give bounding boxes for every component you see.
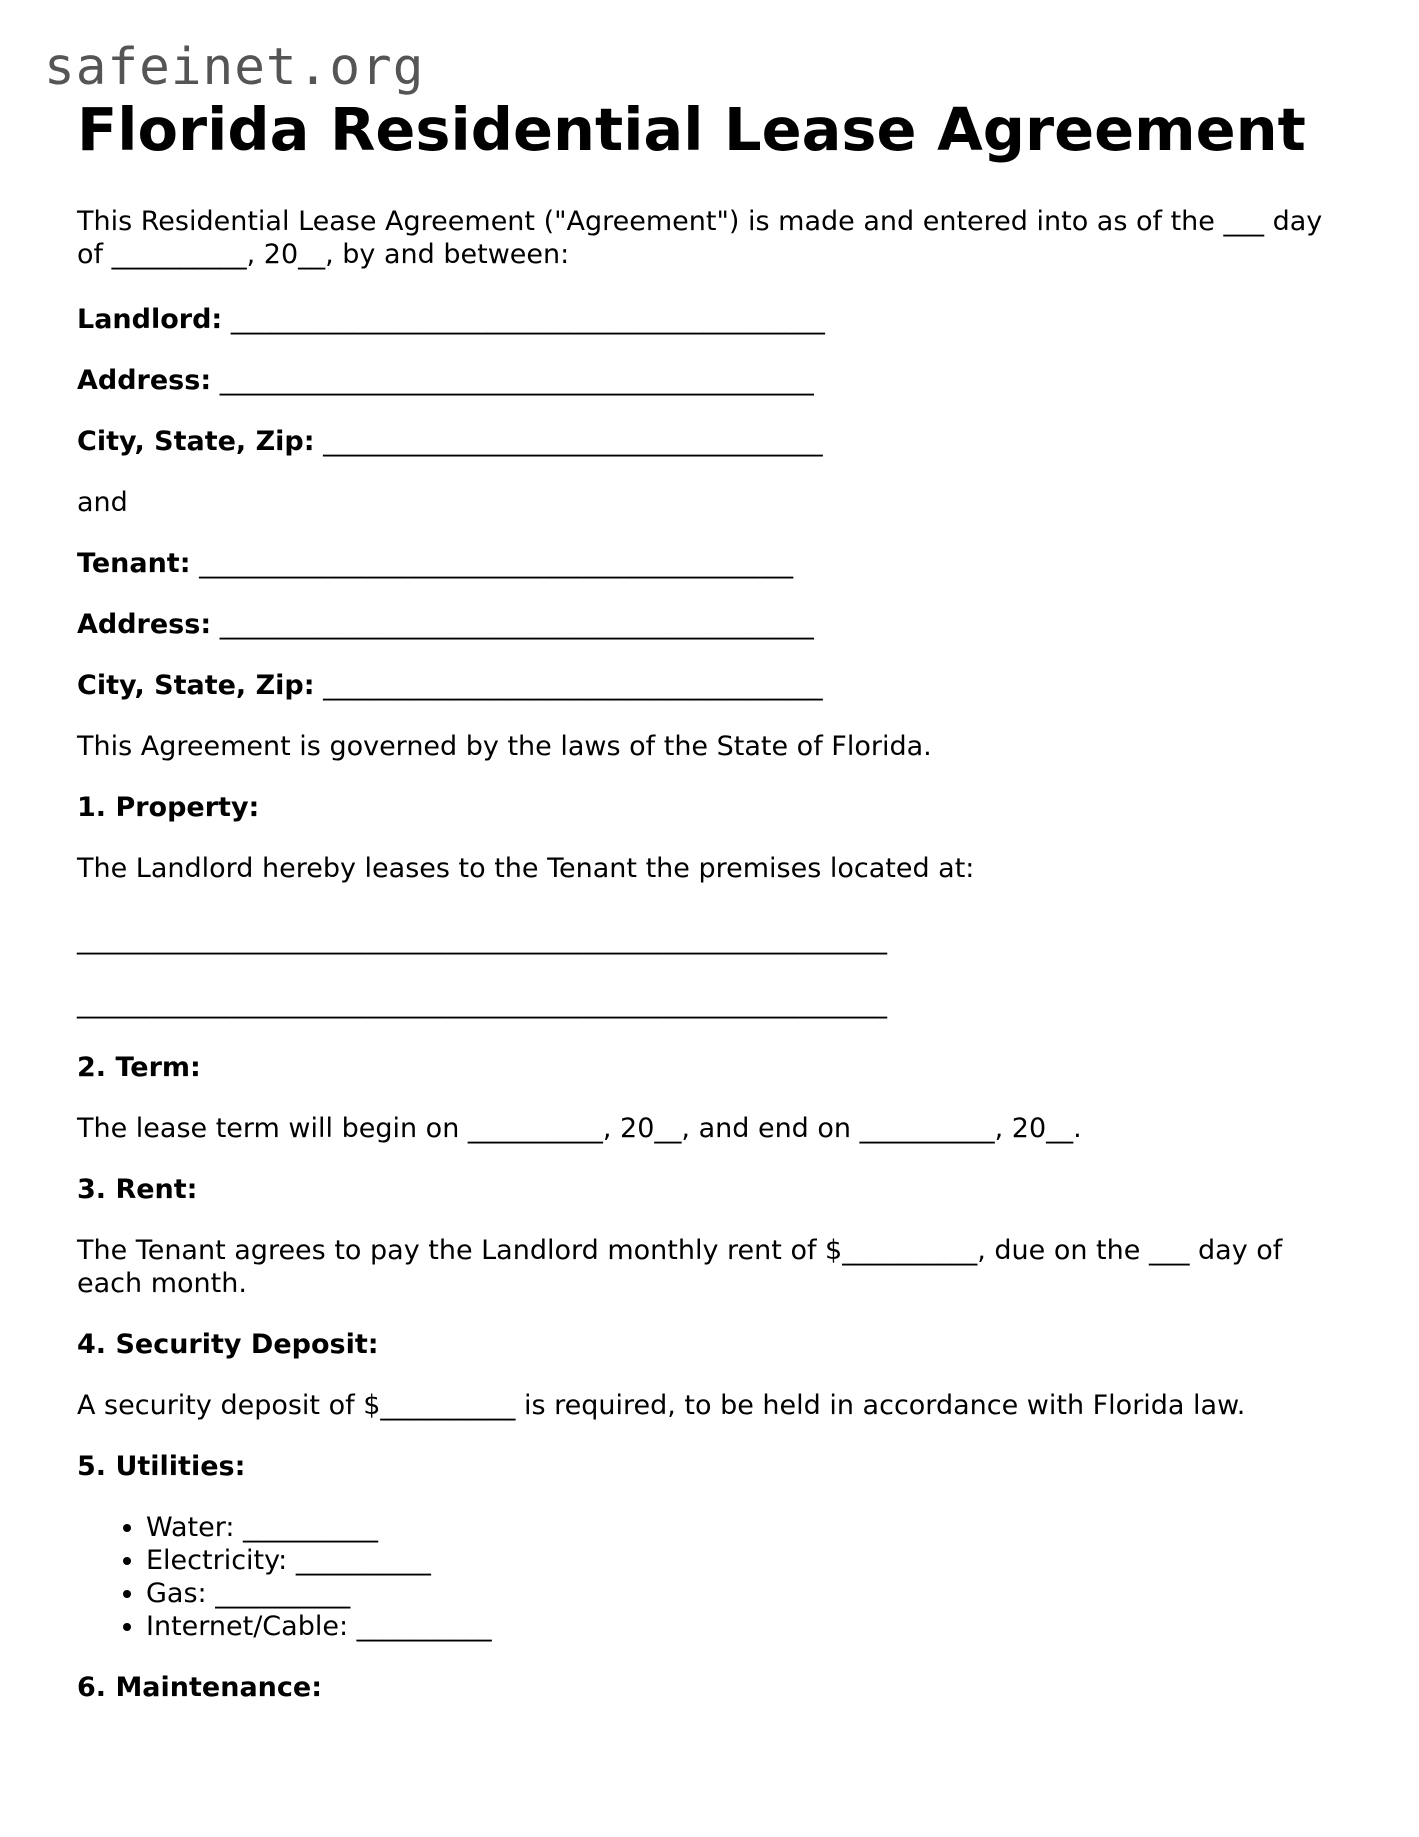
watermark: safeinet.org [44,38,425,97]
landlord-city-blank: _____________________________________ [323,426,823,457]
landlord-address-line [77,364,1327,397]
tenant-city-label: City, State, Zip: [77,670,315,701]
rent-heading: 3. Rent: [77,1174,198,1205]
landlord-city-label: City, State, Zip: [77,426,315,457]
property-blank-line-2: ____________________________________________________________ [77,988,887,1019]
deposit-heading: 4. Security Deposit: [77,1329,379,1360]
tenant-city-line [77,669,1327,702]
tenant-address-label: Address: [77,609,212,640]
governing-law-text: This Agreement is governed by the laws of the State of Florida. [77,731,932,762]
term-heading: 2. Term: [77,1052,201,1083]
landlord-label: Landlord: [77,304,223,335]
deposit-text: A security deposit of $__________ is required, to be held in accordance with Florida law. [77,1390,1246,1421]
tenant-name-line [77,547,1327,580]
tenant-label: Tenant: [77,548,191,579]
page-title: Florida Residential Lease Agreement [77,95,1306,164]
utilities-heading: 5. Utilities: [77,1451,246,1482]
landlord-name-line [77,303,1327,336]
landlord-address-label: Address: [77,365,212,396]
term-text: The lease term will begin on __________, 20__, and end on __________, 20__. [77,1113,1082,1144]
document-body [77,205,1327,1732]
property-blank-line-1: ____________________________________________________________ [77,924,887,955]
tenant-city-blank: _____________________________________ [323,670,823,701]
tenant-address-line [77,608,1327,641]
utility-item-gas: • Gas: __________ [146,1577,1327,1610]
landlord-city-line [77,425,1327,458]
maintenance-heading: 6. Maintenance: [77,1672,323,1703]
landlord-address-blank: ____________________________________________ [219,365,814,396]
tenant-name-blank: ____________________________________________ [199,548,794,579]
utility-item-internet: • Internet/Cable: __________ [146,1610,1327,1643]
property-text: The Landlord hereby leases to the Tenant the premises located at: [77,853,975,884]
intro-paragraph: This Residential Lease Agreement ("Agreement") is made and entered into as of the ___ day of __________, 20__, by and between: [77,206,1323,270]
utility-item-water: • Water: __________ [146,1511,1327,1544]
utilities-list [77,1511,1327,1643]
property-heading: 1. Property: [77,792,260,823]
tenant-address-blank: ____________________________________________ [219,609,814,640]
rent-text: The Tenant agrees to pay the Landlord monthly rent of $__________, due on the ___ day of each month. [77,1235,1283,1299]
landlord-name-blank: ____________________________________________ [230,304,825,335]
utility-item-electricity: • Electricity: __________ [146,1544,1327,1577]
and-text: and [77,487,128,518]
